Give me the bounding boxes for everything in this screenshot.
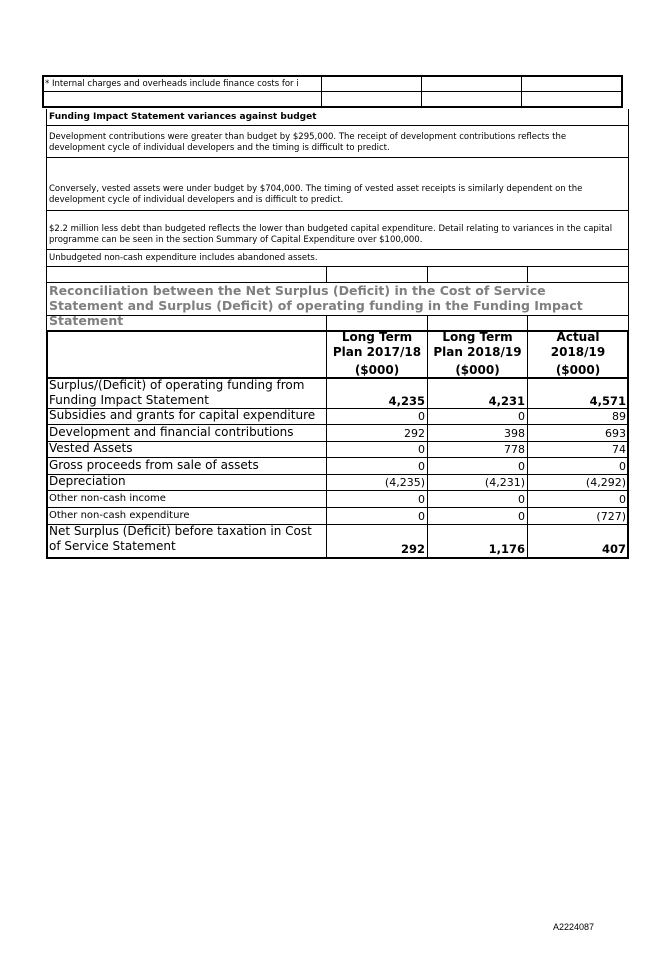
- row-value: 292: [404, 427, 425, 440]
- column-header-actual-2018-19: [528, 330, 628, 378]
- column-header-unit: ($000): [455, 363, 500, 377]
- row-value: 0: [518, 460, 525, 473]
- row-value: (727): [596, 510, 626, 523]
- row-value: 0: [418, 410, 425, 423]
- row-value: (4,235): [384, 476, 425, 489]
- row-value: 1,176: [488, 542, 525, 556]
- row-value: 0: [518, 510, 525, 523]
- row-value: 407: [601, 542, 626, 556]
- row-value: 778: [504, 443, 525, 456]
- row-label-depreciation: Depreciation: [49, 474, 126, 488]
- row-value: 0: [619, 460, 626, 473]
- row-label-vested-assets: Vested Assets: [49, 441, 133, 455]
- column-header-line1: Actual: [556, 330, 600, 344]
- row-value: 0: [418, 493, 425, 506]
- top-note-text: * Internal charges and overheads include finance costs for i: [45, 79, 299, 89]
- variances-title: Funding Impact Statement variances against budget: [49, 112, 317, 122]
- row-value: 0: [518, 493, 525, 506]
- row-value: 0: [619, 493, 626, 506]
- column-header-line1: Long Term: [442, 330, 513, 344]
- row-label-operating-funding: Surplus/(Deficit) of operating funding from Funding Impact Statement: [49, 378, 305, 407]
- column-header-line2: Plan 2018/19: [433, 345, 522, 359]
- column-header-unit: ($000): [555, 363, 601, 377]
- row-label-net-surplus: Net Surplus (Deficit) before taxation in Cost of Service Statement: [49, 524, 312, 553]
- column-header-line2: Plan 2017/18: [332, 345, 422, 359]
- variance-paragraph-2: Conversely, vested assets were under budget by $704,000. The timing of vested asset receipts is similarly dependent on the development cycle of individual developers and is difficult to predict.: [49, 184, 583, 205]
- row-value: 0: [518, 410, 525, 423]
- row-value: 0: [418, 460, 425, 473]
- variance-paragraph-4: Unbudgeted non-cash expenditure includes abandoned assets.: [49, 253, 318, 263]
- column-header-line2: 2018/19: [550, 345, 606, 359]
- row-label-subsidies: Subsidies and grants for capital expenditure: [49, 408, 316, 422]
- row-label-development-contributions: Development and financial contributions: [49, 425, 294, 439]
- row-label-other-non-cash-expenditure: Other non-cash expenditure: [49, 510, 190, 521]
- document-reference: A2224087: [553, 922, 595, 932]
- row-value: 4,231: [488, 394, 525, 408]
- row-value: 4,571: [589, 394, 626, 408]
- row-value: 74: [612, 443, 626, 456]
- row-value: (4,292): [585, 476, 626, 489]
- row-value: 398: [504, 427, 525, 440]
- column-header-line1: Long Term: [341, 330, 413, 344]
- column-header-ltp-2017-18: [327, 330, 427, 378]
- row-value: 0: [418, 510, 425, 523]
- row-label-other-non-cash-income: Other non-cash income: [49, 493, 166, 504]
- reconciliation-heading: Reconciliation between the Net Surplus (Deficit) in the Cost of Service Statement and Surplus (Deficit) of operating funding in the Funding Impact Statement: [49, 283, 583, 328]
- row-value: 0: [418, 443, 425, 456]
- column-header-unit: ($000): [354, 363, 400, 377]
- row-value: 693: [605, 427, 626, 440]
- variance-paragraph-3: $2.2 million less debt than budgeted reflects the lower than budgeted capital expenditure. Detail relating to variances in the capital programme can be seen in the section Summary of Capital Expenditure over $100,000.: [49, 224, 613, 245]
- row-value: 4,235: [388, 394, 425, 408]
- variance-paragraph-1: Development contributions were greater than budget by $295,000. The receipt of development contributions reflects the development cycle of individual developers and the timing is difficult to predict.: [49, 132, 567, 153]
- row-value: (4,231): [484, 476, 525, 489]
- row-value: 292: [400, 542, 425, 556]
- row-label-gross-proceeds: Gross proceeds from sale of assets: [49, 458, 259, 472]
- row-value: 89: [612, 410, 626, 423]
- column-header-ltp-2018-19: [428, 330, 527, 378]
